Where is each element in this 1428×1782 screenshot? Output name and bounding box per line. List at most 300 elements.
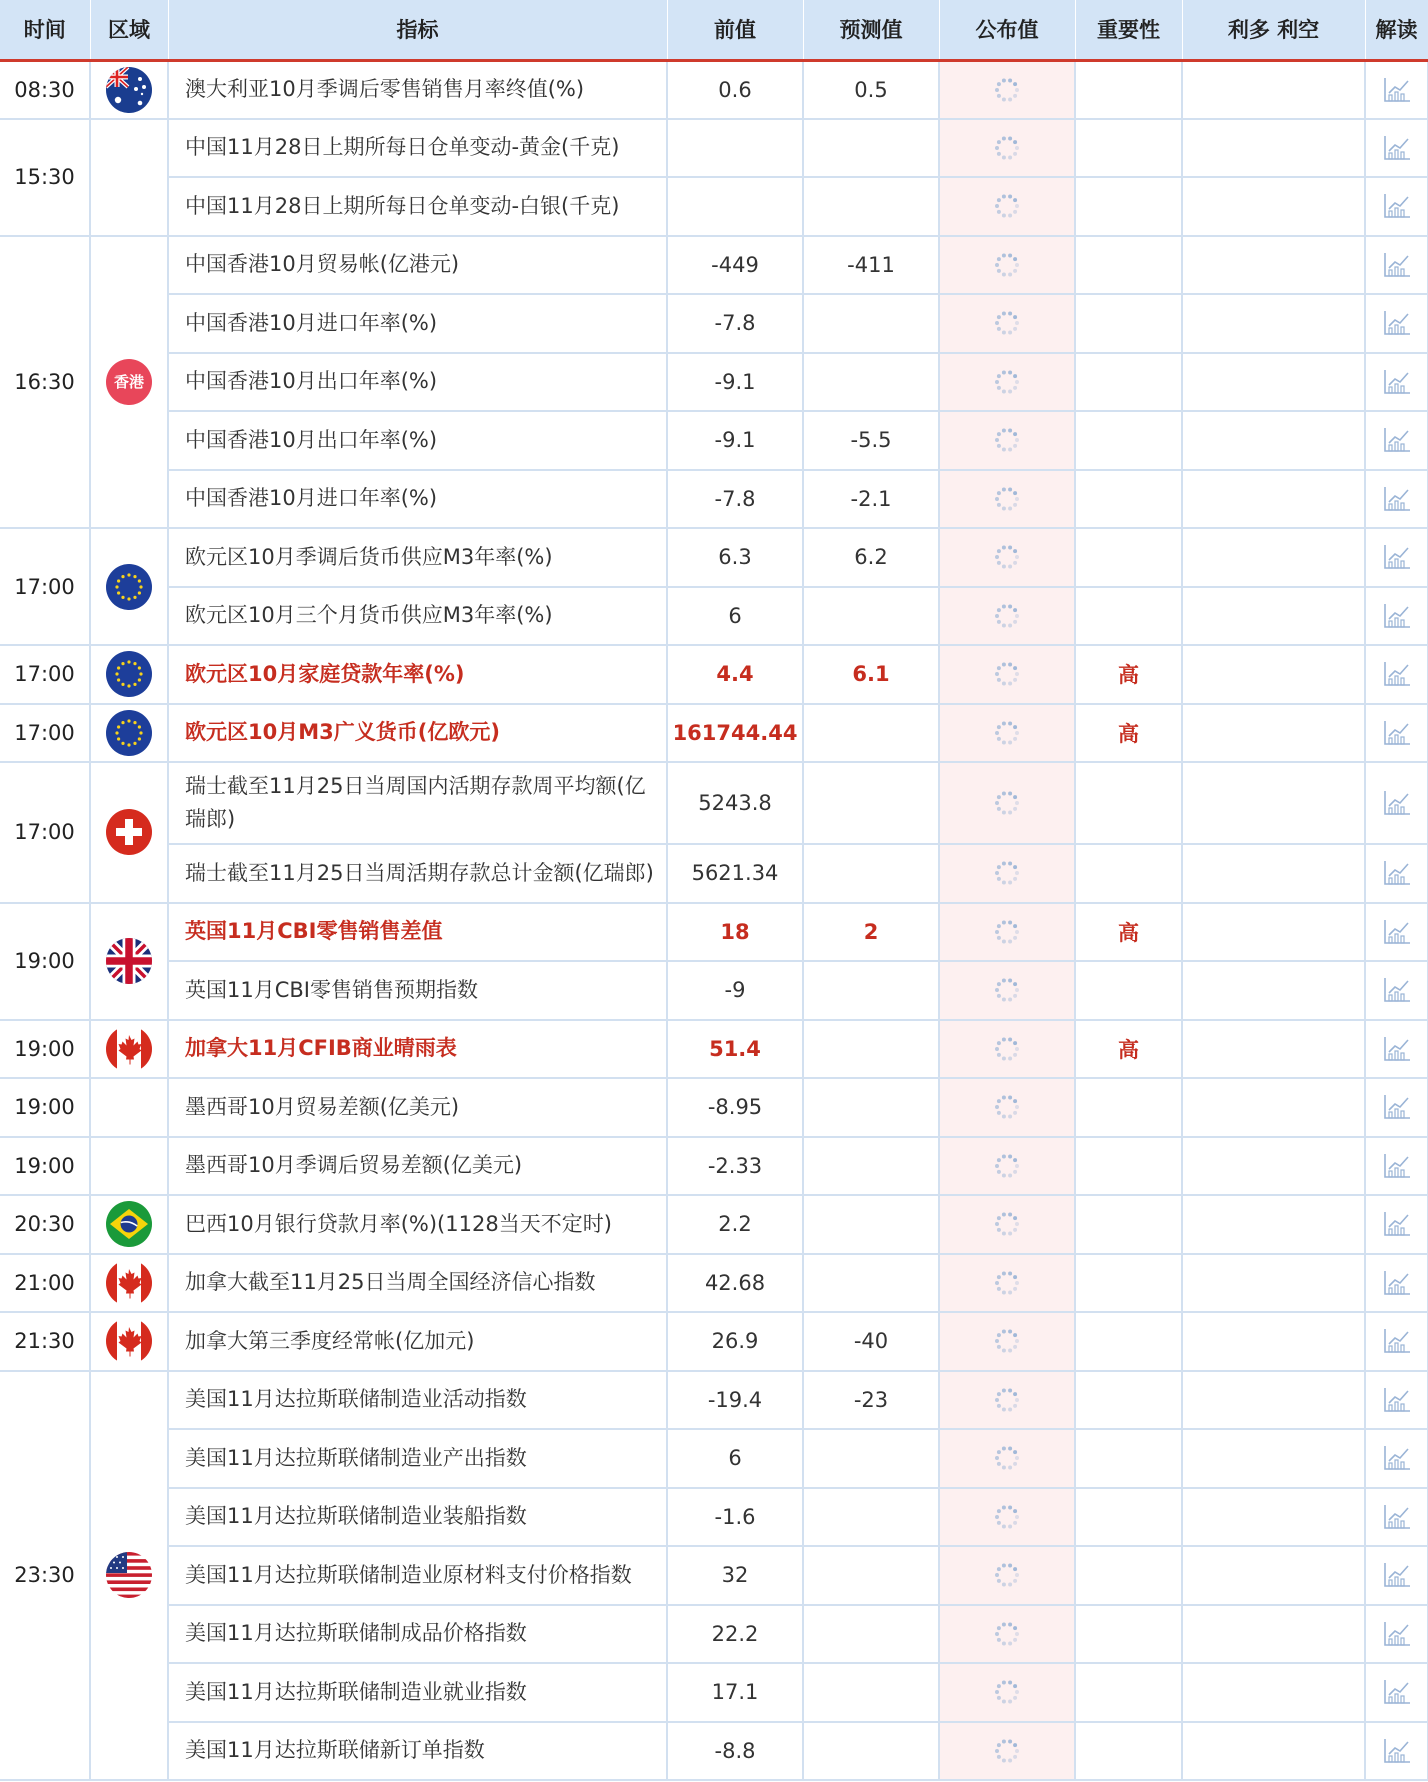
analysis-cell[interactable] (1365, 1078, 1428, 1137)
previous-value: 6 (667, 1429, 803, 1488)
indicator-cell: 美国11月达拉斯联储制成品价格指数 (168, 1605, 667, 1664)
actual-value-cell (939, 645, 1075, 704)
loading-spinner-icon (940, 660, 1074, 688)
header-analysis: 解读 (1365, 0, 1428, 60)
table-row (0, 1488, 1428, 1547)
loading-spinner-icon (940, 1620, 1074, 1648)
table-row (0, 60, 1428, 119)
impact-cell (1182, 1605, 1365, 1664)
impact-cell (1182, 844, 1365, 903)
actual-value-cell (939, 236, 1075, 295)
chart-analysis-icon[interactable] (1366, 1678, 1427, 1706)
loading-spinner-icon (940, 1386, 1074, 1414)
importance-cell (1075, 470, 1182, 529)
actual-value-cell (939, 528, 1075, 587)
time-cell: 23:30 (0, 1371, 90, 1781)
region-cell (90, 1371, 168, 1781)
impact-cell (1182, 294, 1365, 353)
impact-cell (1182, 1137, 1365, 1196)
previous-value: 0.6 (667, 60, 803, 119)
chart-analysis-icon[interactable] (1366, 1444, 1427, 1472)
previous-value: 22.2 (667, 1605, 803, 1664)
analysis-cell[interactable] (1365, 1722, 1428, 1781)
analysis-cell[interactable] (1365, 236, 1428, 295)
table-row (0, 1312, 1428, 1371)
hongkong-badge-icon (106, 359, 152, 405)
actual-value-cell (939, 704, 1075, 763)
importance-cell (1075, 762, 1182, 844)
analysis-cell[interactable] (1365, 1663, 1428, 1722)
previous-value: -449 (667, 236, 803, 295)
previous-value: -1.6 (667, 1488, 803, 1547)
time-cell: 19:00 (0, 1020, 90, 1079)
actual-value-cell (939, 60, 1075, 119)
importance-cell (1075, 528, 1182, 587)
indicator-cell: 中国11月28日上期所每日仓单变动-黄金(千克) (168, 119, 667, 178)
previous-value: 26.9 (667, 1312, 803, 1371)
table-row (0, 177, 1428, 236)
time-cell: 21:30 (0, 1312, 90, 1371)
analysis-cell[interactable] (1365, 353, 1428, 412)
region-cell (90, 1137, 168, 1196)
actual-value-cell (939, 294, 1075, 353)
loading-spinner-icon (940, 976, 1074, 1004)
impact-cell (1182, 236, 1365, 295)
analysis-cell[interactable] (1365, 762, 1428, 844)
loading-spinner-icon (940, 1737, 1074, 1765)
indicator-cell: 澳大利亚10月季调后零售销售月率终值(%) (168, 60, 667, 119)
analysis-cell[interactable] (1365, 645, 1428, 704)
loading-spinner-icon (940, 1678, 1074, 1706)
impact-cell (1182, 1722, 1365, 1781)
analysis-cell[interactable] (1365, 1137, 1428, 1196)
time-cell: 17:00 (0, 704, 90, 763)
table-row (0, 1546, 1428, 1605)
australia-flag-icon (106, 67, 152, 113)
forecast-value (803, 1488, 939, 1547)
time-cell: 16:30 (0, 236, 90, 529)
header-impact: 利多 利空 (1182, 0, 1365, 60)
actual-value-cell (939, 1078, 1075, 1137)
forecast-value (803, 1546, 939, 1605)
actual-value-cell (939, 1020, 1075, 1079)
importance-cell: 高 (1075, 903, 1182, 962)
impact-cell (1182, 1078, 1365, 1137)
forecast-value (803, 119, 939, 178)
indicator-cell: 墨西哥10月贸易差额(亿美元) (168, 1078, 667, 1137)
chart-analysis-icon[interactable] (1366, 1620, 1427, 1648)
loading-spinner-icon (940, 1269, 1074, 1297)
time-cell: 15:30 (0, 119, 90, 236)
previous-value: -9.1 (667, 411, 803, 470)
eu-flag-icon (106, 564, 152, 610)
header-region: 区域 (90, 0, 168, 60)
analysis-cell[interactable] (1365, 704, 1428, 763)
impact-cell (1182, 470, 1365, 529)
impact-cell (1182, 587, 1365, 646)
chart-analysis-icon[interactable] (1366, 543, 1427, 571)
table-row (0, 411, 1428, 470)
actual-value-cell (939, 1605, 1075, 1664)
actual-value-cell (939, 844, 1075, 903)
indicator-cell: 英国11月CBI零售销售预期指数 (168, 961, 667, 1020)
indicator-cell: 美国11月达拉斯联储制造业产出指数 (168, 1429, 667, 1488)
importance-cell: 高 (1075, 645, 1182, 704)
analysis-cell[interactable] (1365, 1605, 1428, 1664)
eu-flag-icon (106, 710, 152, 756)
analysis-cell[interactable] (1365, 119, 1428, 178)
table-row (0, 353, 1428, 412)
actual-value-cell (939, 1312, 1075, 1371)
importance-cell (1075, 1195, 1182, 1254)
loading-spinner-icon (940, 1561, 1074, 1589)
importance-cell (1075, 961, 1182, 1020)
loading-spinner-icon (940, 1444, 1074, 1472)
loading-spinner-icon (940, 789, 1074, 817)
actual-value-cell (939, 762, 1075, 844)
forecast-value: -23 (803, 1371, 939, 1430)
impact-cell (1182, 177, 1365, 236)
impact-cell (1182, 1429, 1365, 1488)
chart-analysis-icon[interactable] (1366, 1561, 1427, 1589)
indicator-cell: 巴西10月银行贷款月率(%)(1128当天不定时) (168, 1195, 667, 1254)
chart-analysis-icon[interactable] (1366, 251, 1427, 279)
importance-cell (1075, 411, 1182, 470)
indicator-cell: 加拿大11月CFIB商业晴雨表 (168, 1020, 667, 1079)
indicator-cell: 美国11月达拉斯联储制造业装船指数 (168, 1488, 667, 1547)
chart-analysis-icon[interactable] (1366, 859, 1427, 887)
chart-analysis-icon[interactable] (1366, 426, 1427, 454)
indicator-cell: 中国香港10月出口年率(%) (168, 411, 667, 470)
canada-flag-icon (106, 1026, 152, 1072)
indicator-cell: 中国香港10月出口年率(%) (168, 353, 667, 412)
analysis-cell[interactable] (1365, 177, 1428, 236)
analysis-cell[interactable] (1365, 294, 1428, 353)
chart-analysis-icon[interactable] (1366, 976, 1427, 1004)
actual-value-cell (939, 1137, 1075, 1196)
importance-cell (1075, 844, 1182, 903)
actual-value-cell (939, 1429, 1075, 1488)
indicator-cell: 中国香港10月贸易帐(亿港元) (168, 236, 667, 295)
importance-cell (1075, 1663, 1182, 1722)
canada-flag-icon (106, 1318, 152, 1364)
loading-spinner-icon (940, 368, 1074, 396)
impact-cell (1182, 1371, 1365, 1430)
us-flag-icon (106, 1552, 152, 1598)
region-cell (90, 1078, 168, 1137)
forecast-value (803, 961, 939, 1020)
region-cell (90, 762, 168, 903)
forecast-value (803, 1663, 939, 1722)
impact-cell (1182, 119, 1365, 178)
chart-analysis-icon[interactable] (1366, 789, 1427, 817)
header-actual: 公布值 (939, 0, 1075, 60)
actual-value-cell (939, 1722, 1075, 1781)
chart-analysis-icon[interactable] (1366, 1210, 1427, 1238)
table-row (0, 1254, 1428, 1313)
analysis-cell[interactable] (1365, 528, 1428, 587)
table-row (0, 1078, 1428, 1137)
chart-analysis-icon[interactable] (1366, 485, 1427, 513)
header-forecast: 预测值 (803, 0, 939, 60)
chart-analysis-icon[interactable] (1366, 1035, 1427, 1063)
table-header-row (0, 0, 1428, 60)
analysis-cell[interactable] (1365, 60, 1428, 119)
previous-value: 17.1 (667, 1663, 803, 1722)
chart-analysis-icon[interactable] (1366, 309, 1427, 337)
region-cell (90, 236, 168, 529)
previous-value: 2.2 (667, 1195, 803, 1254)
impact-cell (1182, 645, 1365, 704)
indicator-cell: 墨西哥10月季调后贸易差额(亿美元) (168, 1137, 667, 1196)
forecast-value (803, 177, 939, 236)
forecast-value (803, 844, 939, 903)
indicator-cell: 瑞士截至11月25日当周活期存款总计金额(亿瑞郎) (168, 844, 667, 903)
actual-value-cell (939, 1195, 1075, 1254)
table-row (0, 587, 1428, 646)
previous-value: 5621.34 (667, 844, 803, 903)
chart-analysis-icon[interactable] (1366, 368, 1427, 396)
loading-spinner-icon (940, 543, 1074, 571)
table-row (0, 1195, 1428, 1254)
forecast-value: 0.5 (803, 60, 939, 119)
importance-cell: 高 (1075, 1020, 1182, 1079)
time-cell: 08:30 (0, 60, 90, 119)
importance-cell (1075, 587, 1182, 646)
forecast-value (803, 1605, 939, 1664)
loading-spinner-icon (940, 485, 1074, 513)
importance-cell (1075, 119, 1182, 178)
forecast-value (803, 1078, 939, 1137)
table-body (0, 60, 1428, 1780)
importance-cell (1075, 1312, 1182, 1371)
actual-value-cell (939, 1371, 1075, 1430)
previous-value (667, 119, 803, 178)
loading-spinner-icon (940, 1152, 1074, 1180)
previous-value: -7.8 (667, 470, 803, 529)
loading-spinner-icon (940, 309, 1074, 337)
indicator-cell: 加拿大第三季度经常帐(亿加元) (168, 1312, 667, 1371)
analysis-cell[interactable] (1365, 1429, 1428, 1488)
chart-analysis-icon[interactable] (1366, 76, 1427, 104)
table-row (0, 1722, 1428, 1781)
forecast-value: 2 (803, 903, 939, 962)
region-cell (90, 1195, 168, 1254)
previous-value: 18 (667, 903, 803, 962)
importance-cell (1075, 1546, 1182, 1605)
impact-cell (1182, 1020, 1365, 1079)
impact-cell (1182, 762, 1365, 844)
importance-cell (1075, 1722, 1182, 1781)
forecast-value (803, 704, 939, 763)
table-row (0, 1663, 1428, 1722)
importance-cell (1075, 353, 1182, 412)
importance-cell (1075, 1371, 1182, 1430)
loading-spinner-icon (940, 719, 1074, 747)
previous-value: -9.1 (667, 353, 803, 412)
analysis-cell[interactable] (1365, 1488, 1428, 1547)
impact-cell (1182, 1312, 1365, 1371)
table-row (0, 961, 1428, 1020)
impact-cell (1182, 353, 1365, 412)
importance-cell (1075, 236, 1182, 295)
forecast-value: -5.5 (803, 411, 939, 470)
table-row (0, 1371, 1428, 1430)
chart-analysis-icon[interactable] (1366, 192, 1427, 220)
region-cell (90, 704, 168, 763)
hongkong-badge-label: 香港 (113, 373, 144, 392)
impact-cell (1182, 1663, 1365, 1722)
actual-value-cell (939, 961, 1075, 1020)
importance-cell (1075, 1488, 1182, 1547)
region-cell (90, 645, 168, 704)
impact-cell (1182, 1488, 1365, 1547)
indicator-cell: 英国11月CBI零售销售差值 (168, 903, 667, 962)
indicator-cell: 中国香港10月进口年率(%) (168, 294, 667, 353)
chart-analysis-icon[interactable] (1366, 134, 1427, 162)
table-row (0, 1020, 1428, 1079)
chart-analysis-icon[interactable] (1366, 1386, 1427, 1414)
analysis-cell[interactable] (1365, 1020, 1428, 1079)
analysis-cell[interactable] (1365, 903, 1428, 962)
previous-value: -2.33 (667, 1137, 803, 1196)
importance-cell (1075, 1429, 1182, 1488)
chart-analysis-icon[interactable] (1366, 1152, 1427, 1180)
actual-value-cell (939, 1254, 1075, 1313)
loading-spinner-icon (940, 192, 1074, 220)
table-row (0, 119, 1428, 178)
indicator-cell: 欧元区10月季调后货币供应M3年率(%) (168, 528, 667, 587)
analysis-cell[interactable] (1365, 844, 1428, 903)
header-indicator: 指标 (168, 0, 667, 60)
time-cell: 17:00 (0, 528, 90, 645)
table-row (0, 762, 1428, 844)
forecast-value (803, 1254, 939, 1313)
analysis-cell[interactable] (1365, 587, 1428, 646)
loading-spinner-icon (940, 1093, 1074, 1121)
previous-value: 42.68 (667, 1254, 803, 1313)
chart-analysis-icon[interactable] (1366, 602, 1427, 630)
actual-value-cell (939, 587, 1075, 646)
analysis-cell[interactable] (1365, 411, 1428, 470)
loading-spinner-icon (940, 426, 1074, 454)
indicator-cell: 欧元区10月M3广义货币(亿欧元) (168, 704, 667, 763)
previous-value: 32 (667, 1546, 803, 1605)
switzerland-flag-icon (106, 809, 152, 855)
indicator-cell: 美国11月达拉斯联储制造业原材料支付价格指数 (168, 1546, 667, 1605)
indicator-cell: 美国11月达拉斯联储制造业活动指数 (168, 1371, 667, 1430)
time-cell: 19:00 (0, 1078, 90, 1137)
impact-cell (1182, 1546, 1365, 1605)
importance-cell (1075, 1254, 1182, 1313)
analysis-cell[interactable] (1365, 1312, 1428, 1371)
chart-analysis-icon[interactable] (1366, 660, 1427, 688)
chart-analysis-icon[interactable] (1366, 1093, 1427, 1121)
analysis-cell[interactable] (1365, 470, 1428, 529)
loading-spinner-icon (940, 1327, 1074, 1355)
forecast-value (803, 1429, 939, 1488)
canada-flag-icon (106, 1260, 152, 1306)
impact-cell (1182, 1195, 1365, 1254)
impact-cell (1182, 961, 1365, 1020)
loading-spinner-icon (940, 76, 1074, 104)
importance-cell (1075, 294, 1182, 353)
indicator-cell: 瑞士截至11月25日当周国内活期存款周平均额(亿瑞郎) (168, 762, 667, 844)
region-cell (90, 119, 168, 236)
forecast-value (803, 294, 939, 353)
importance-cell: 高 (1075, 704, 1182, 763)
importance-cell (1075, 1137, 1182, 1196)
table-row (0, 844, 1428, 903)
forecast-value: -411 (803, 236, 939, 295)
chart-analysis-icon[interactable] (1366, 1737, 1427, 1765)
header-time: 时间 (0, 0, 90, 60)
previous-value: 6.3 (667, 528, 803, 587)
forecast-value (803, 1020, 939, 1079)
importance-cell (1075, 177, 1182, 236)
previous-value: -9 (667, 961, 803, 1020)
table-row (0, 528, 1428, 587)
impact-cell (1182, 528, 1365, 587)
analysis-cell[interactable] (1365, 1546, 1428, 1605)
loading-spinner-icon (940, 1035, 1074, 1063)
actual-value-cell (939, 903, 1075, 962)
indicator-cell: 美国11月达拉斯联储新订单指数 (168, 1722, 667, 1781)
chart-analysis-icon[interactable] (1366, 1327, 1427, 1355)
table-row (0, 645, 1428, 704)
actual-value-cell (939, 1546, 1075, 1605)
indicator-cell: 中国11月28日上期所每日仓单变动-白银(千克) (168, 177, 667, 236)
analysis-cell[interactable] (1365, 1254, 1428, 1313)
analysis-cell[interactable] (1365, 961, 1428, 1020)
forecast-value (803, 1195, 939, 1254)
region-cell (90, 903, 168, 1020)
table-row (0, 294, 1428, 353)
forecast-value (803, 353, 939, 412)
chart-analysis-icon[interactable] (1366, 719, 1427, 747)
previous-value: -7.8 (667, 294, 803, 353)
actual-value-cell (939, 1663, 1075, 1722)
importance-cell (1075, 60, 1182, 119)
time-cell: 21:00 (0, 1254, 90, 1313)
table-row (0, 903, 1428, 962)
forecast-value: -40 (803, 1312, 939, 1371)
impact-cell (1182, 704, 1365, 763)
indicator-cell: 美国11月达拉斯联储制造业就业指数 (168, 1663, 667, 1722)
chart-analysis-icon[interactable] (1366, 1269, 1427, 1297)
loading-spinner-icon (940, 1503, 1074, 1531)
time-cell: 20:30 (0, 1195, 90, 1254)
eu-flag-icon (106, 651, 152, 697)
loading-spinner-icon (940, 251, 1074, 279)
analysis-cell[interactable] (1365, 1195, 1428, 1254)
analysis-cell[interactable] (1365, 1371, 1428, 1430)
table-row (0, 704, 1428, 763)
time-cell: 17:00 (0, 762, 90, 903)
impact-cell (1182, 1254, 1365, 1313)
brazil-flag-icon (106, 1201, 152, 1247)
chart-analysis-icon[interactable] (1366, 918, 1427, 946)
actual-value-cell (939, 470, 1075, 529)
chart-analysis-icon[interactable] (1366, 1503, 1427, 1531)
previous-value: -19.4 (667, 1371, 803, 1430)
actual-value-cell (939, 411, 1075, 470)
uk-flag-icon (106, 938, 152, 984)
region-cell (90, 60, 168, 119)
table-row (0, 1137, 1428, 1196)
importance-cell (1075, 1605, 1182, 1664)
impact-cell (1182, 60, 1365, 119)
